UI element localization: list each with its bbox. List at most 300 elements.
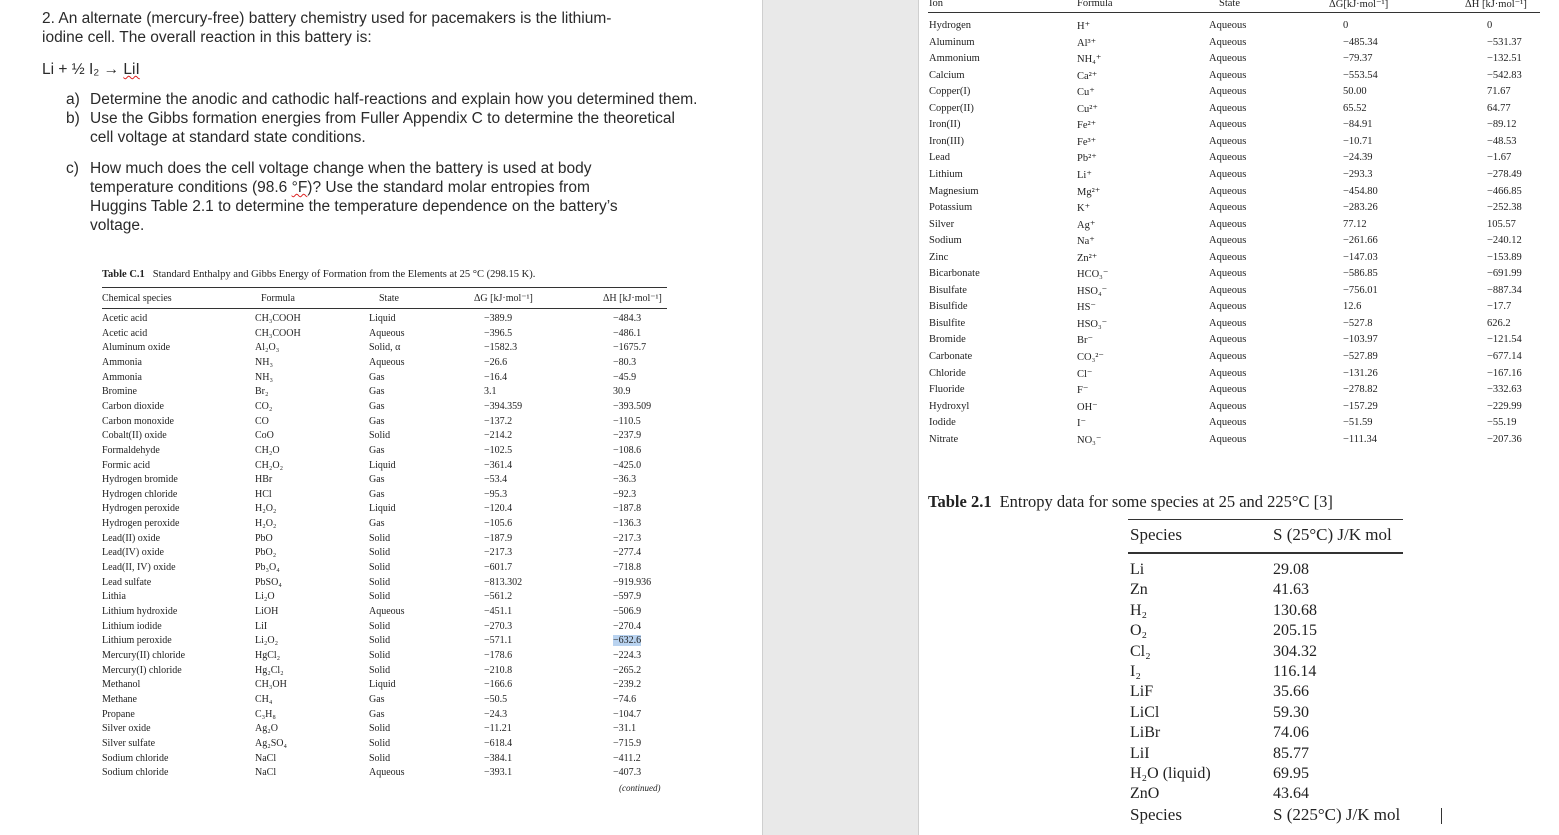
table-21-cell-value: 41.63 [1273,581,1309,599]
table-c1-cell-state: Solid [369,635,391,647]
ion-table-cell-ion: Potassium [929,202,973,214]
ion-table-cell-dg: −527.8 [1343,317,1373,329]
ion-table-cell-ion: Bisulfite [929,317,966,329]
ion-table-cell-formula: HSO₄⁻ [1077,285,1108,297]
ion-table-cell-state: Aqueous [1209,251,1247,263]
table-c1-cell-dh: −74.6 [613,693,637,705]
ion-table-cell-state: Aqueous [1209,417,1247,429]
table-c1-cell-species: Silver sulfate [102,737,156,749]
table-21-cell-value: 74.06 [1273,724,1309,742]
table-c1-cell-dg: −217.3 [484,547,513,559]
table-c1-header-rule [102,308,667,309]
table-c1-cell-formula: CH₃OH [255,679,287,691]
table-c1-cell-state: Solid [369,576,391,588]
question-line-2: iodine cell. The overall reaction in this battery is: [42,29,372,46]
part-c-line-2-post: )? Use the standard molar entropies from [307,179,590,196]
ion-table-cell-dg: −261.66 [1343,235,1378,247]
table-c1-cell-dg: −16.4 [484,371,508,383]
right-document-page [919,0,1559,835]
table-c1-cell-dg: −601.7 [484,562,513,574]
ion-table-cell-dh: −1.67 [1487,152,1512,164]
table-c1-cell-species: Methane [102,693,137,705]
table-c1-cell-formula: Pb₃O₄ [255,562,280,574]
table-c1-cell-state: Gas [369,400,385,412]
table-21-cell-value: 304.32 [1273,642,1317,660]
table-c1-cell-species: Hydrogen peroxide [102,503,180,515]
ion-table-cell-ion: Ammonium [929,53,980,65]
table-c1-cell-state: Solid [369,723,391,735]
table-c1-cell-formula: CO₂ [255,400,273,412]
table-c1-cell-dh: 30.9 [613,386,631,398]
table-c1-cell-formula: NH₃ [255,356,273,368]
ion-table-cell-state: Aqueous [1209,36,1247,48]
table-21-header-rule [1128,552,1403,554]
table-c1-cell-dg: −26.6 [484,356,508,368]
table-c1-cell-species: Mercury(II) chloride [102,649,186,661]
table-c1-cell-species: Bromine [102,386,137,398]
table-c1-cell-species: Lead sulfate [102,576,152,588]
table-c1-cell-formula: CoO [255,430,274,442]
table-c1-cell-species: Carbon dioxide [102,400,164,412]
table-c1-cell-dg: −571.1 [484,635,513,647]
ion-table-cell-ion: Iodide [929,417,956,429]
ion-table-cell-dh: 105.57 [1487,218,1516,230]
ion-table-cell-dh: 71.67 [1487,86,1511,98]
ion-table-cell-formula: H⁺ [1077,21,1091,32]
table-c1-cell-state: Aqueous [369,327,405,339]
ion-table-cell-ion: Nitrate [929,433,959,445]
table-21-cell-species: LiI [1130,744,1150,762]
table-21-cell-value: 205.15 [1273,622,1317,640]
table-c1-cell-dg: −137.2 [484,415,513,427]
table-c1-cell-species: Carbon monoxide [102,415,174,427]
ion-table-cell-state: Aqueous [1209,400,1247,412]
table-c1-cell-state: Aqueous [369,606,405,617]
table-21-cell-species: O₂ [1130,622,1148,640]
ion-table-cell-dh: −240.12 [1487,235,1522,247]
ion-table-cell-state: Aqueous [1209,284,1247,296]
ion-table-cell-ion: Fluoride [929,384,965,396]
table-c1-cell-dg: −361.4 [484,459,513,471]
table-c1-cell-formula: HCl [255,488,272,500]
table-c1-cell-dh: −36.3 [613,474,637,486]
ion-table-cell-dh: −542.83 [1487,69,1522,81]
table-c1-cell-formula: LiOH [255,606,279,617]
ion-table-cell-state: Aqueous [1209,86,1247,98]
table-21-cell-species: LiCl [1130,703,1160,721]
reaction-prefix: Li + ½ I₂ → [42,61,124,78]
ion-table-cell-state: Aqueous [1209,53,1247,65]
ion-table-cell-state: Aqueous [1209,202,1247,214]
table-c1-cell-dg: 3.1 [484,386,497,398]
ion-table-cell-state: Aqueous [1209,367,1247,379]
table-21-cell-species: LiF [1130,683,1154,701]
table-c1-cell-dh: −31.1 [613,723,637,735]
table-c1-cell-formula: NH₃ [255,371,273,383]
table-c1-cell-state: Solid [369,591,391,603]
table-c1-cell-dg: −389.9 [484,313,513,324]
table-c1-caption-label: Table C.1 [102,269,145,280]
table-c1-cell-state: Gas [369,444,385,456]
ion-table-header-rule [928,12,1540,13]
ion-table-cell-ion: Copper(I) [929,86,971,98]
table-c1-cell-dg: −53.4 [484,474,508,486]
part-c-line-3: Huggins Table 2.1 to determine the temperature dependence on the battery’s [90,198,618,215]
table-c1-cell-dg: −618.4 [484,737,513,749]
table-c1-cell-dh: −239.2 [613,679,642,691]
table-c1-cell-dh: −425.0 [613,459,642,471]
table-c1-cell-formula: C₃H₈ [255,708,276,720]
ion-table-cell-dg: −278.82 [1343,384,1378,396]
ion-table-cell-formula: F⁻ [1077,385,1089,397]
ion-table-cell-state: Aqueous [1209,102,1247,114]
table-c1-cell-state: Solid [369,620,391,632]
table-c1-cell-state: Aqueous [369,356,405,368]
part-a-text: Determine the anodic and cathodic half-reactions and explain how you determined them. [90,91,698,108]
ion-table-cell-dh: 64.77 [1487,102,1511,114]
table-c1-cell-dh: −187.8 [613,503,642,515]
table-c1-cell-species: Hydrogen chloride [102,488,178,500]
table-c1-cell-dg: −178.6 [484,649,513,661]
table-c1-cell-state: Gas [369,518,385,530]
part-b-line-2: cell voltage at standard state conditions. [90,129,366,146]
ion-table-cell-ion: Bisulfate [929,284,967,296]
part-c-label: c) [66,160,79,177]
ion-table-cell-state: Aqueous [1209,218,1247,230]
table-c1-cell-dh: −104.7 [613,708,642,720]
table-c1-cell-formula: H₂O₂ [255,503,277,515]
table-c1-cell-dh: −80.3 [613,356,637,368]
table-c1-cell-species: Lithium peroxide [102,635,172,647]
table-c1-cell-formula: NaCl [255,752,277,764]
table-c1-cell-species: Lithium iodide [102,620,162,632]
table-21-cell-species: H₂O (liquid) [1130,765,1211,782]
table-c1-cell-dh: −92.3 [613,488,637,500]
table-c1-cell-state: Liquid [369,503,396,515]
table-c1-cell-state: Solid [369,547,391,559]
ion-table-cell-ion: Lead [929,152,950,164]
part-a [66,90,706,109]
table-c1-cell-species: Ammonia [102,356,142,368]
table-c1-cell-species: Mercury(I) chloride [102,664,182,676]
page-gutter [762,0,919,835]
table-c1-cell-state: Solid [369,649,391,661]
table-21-cell-value: 35.66 [1273,683,1309,701]
ion-table-cell-dg: −84.91 [1343,119,1373,131]
table-c1-cell-dh: −217.3 [613,532,642,544]
left-document-page [0,0,762,835]
ion-table-cell-dh: −332.63 [1487,384,1522,396]
ion-table-cell-dg: −103.97 [1343,334,1378,346]
table-c1-cell-dh: −1675.7 [613,342,647,354]
ion-table-cell-ion: Chloride [929,367,966,379]
ion-table-cell-dh: −229.99 [1487,400,1522,412]
table-c1-cell-state: Liquid [369,459,396,471]
ion-table-cell-formula: Mg²⁺ [1077,186,1101,198]
table-c1-cell-dg: −396.5 [484,327,513,339]
table-c1-cell-species: Formaldehyde [102,444,160,456]
ion-table-cell-dg: −283.26 [1343,202,1378,214]
table-21-cell-species: Zn [1130,581,1148,599]
ion-table-cell-dg: 77.12 [1343,218,1367,230]
ion-table-cell-state: Aqueous [1209,185,1247,197]
table-c1-cell-formula: Li₂O [255,591,275,603]
table-c1-cell-dh: −45.9 [613,371,637,383]
table-c1-cell-state: Solid [369,752,391,764]
table-c1-cell-dh: −277.4 [613,547,642,559]
table-c1-cell-dg: −120.4 [484,503,513,515]
table-c1-cell-dh: −110.5 [613,415,641,427]
table-21-cell-species: ZnO [1130,785,1160,803]
ion-table-cell-state: Aqueous [1209,433,1247,445]
table-c1-cell-state: Solid, α [369,342,401,354]
table-c1-cell-species: Acetic acid [102,313,148,324]
table-c1-cell-dg: −187.9 [484,532,513,544]
table-c1-cell-formula: CO [255,415,269,427]
table-c1-cell-species: Lead(II) oxide [102,532,161,544]
table-21-cell-value: 69.95 [1273,765,1309,782]
table-c1-cell-dg: −105.6 [484,518,513,530]
ion-table-cell-formula: Cl⁻ [1077,368,1093,380]
table-c1-continued: (continued) [619,783,661,793]
ion-table-cell-dh: −278.49 [1487,168,1522,180]
table-c1-cell-species: Ammonia [102,371,142,383]
ion-table-cell-formula: HCO₃⁻ [1077,269,1109,281]
ion-table-cell-dg: −756.01 [1343,284,1378,296]
ion-table-cell-dh: −153.89 [1487,251,1522,263]
ion-table-cell-formula: HSO₃⁻ [1077,318,1108,330]
part-b [66,109,706,147]
table-c1-cell-formula: PbO [255,532,273,544]
table-21-cell-value: 59.30 [1273,703,1309,721]
ion-table-cell-dg: −51.59 [1343,417,1373,429]
ion-table-cell-formula: Cu²⁺ [1077,103,1098,115]
table-21-cell-value: 85.77 [1273,744,1309,762]
table-c1-cell-formula: Br₂ [255,386,269,398]
ion-table-cell-ion: Hydroxyl [929,400,970,412]
ion-table-cell-dg: −111.34 [1343,433,1378,445]
ion-table-cell-ion: Iron(II) [929,119,961,131]
table-c1-cell-dh: −265.2 [613,664,642,676]
ion-table-cell-ion: Lithium [929,168,963,180]
table-c1-cell-formula: NaCl [255,767,277,779]
table-c1-cell-species: Lithium hydroxide [102,606,178,617]
ion-header-formula: Formula [1077,0,1113,9]
table-c1-cell-species: Hydrogen peroxide [102,518,180,530]
ion-table-cell-dg: 50.00 [1343,86,1367,98]
ion-table-cell-ion: Silver [929,218,955,230]
ion-table-cell-ion: Aluminum [929,36,975,48]
table-c1-cell-dg: −270.3 [484,620,513,632]
table-c1-cell-formula: Hg₂Cl₂ [255,664,284,676]
ion-table-cell-state: Aqueous [1209,268,1247,280]
ion-table-cell-ion: Zinc [929,251,949,263]
ion-table-cell-formula: Fe³⁺ [1077,136,1097,148]
table-c1-cell-species: Acetic acid [102,327,148,339]
table-c1-cell-species: Formic acid [102,459,151,471]
table-c1-cell-formula: PbO₂ [255,547,277,559]
table-c1-cell-formula: CH₂O [255,444,280,456]
table-c1-cell-dh: −136.3 [613,518,642,530]
table-c1-cell-formula: CH₂O₂ [255,459,284,471]
table-21-footer-species: Species [1130,805,1182,824]
table-c1-cell-formula: H₂O₂ [255,518,277,530]
ion-table-cell-ion: Bicarbonate [929,268,980,280]
ion-table-cell-ion: Bisulfide [929,301,968,313]
table-21-cell-value: 29.08 [1273,561,1309,578]
ion-header-state: State [1219,0,1240,9]
ion-table-cell-dh: −466.85 [1487,185,1522,197]
table-21-caption-label: Table 2.1 [928,492,992,511]
ion-table-cell-formula: Na⁺ [1077,236,1095,248]
table-c1-cell-species: Silver oxide [102,723,151,735]
ion-table-cell-state: Aqueous [1209,152,1247,164]
table-21-footer-s225: S (225°C) J/K mol [1273,805,1401,824]
table-c1-cell-state: Solid [369,737,391,749]
ion-table-cell-formula: Al³⁺ [1077,37,1097,49]
table-c1-cell-dg: −384.1 [484,752,513,764]
ion-table-cell-ion: Hydrogen [929,20,971,31]
table-c1-cell-dh: −486.1 [613,327,642,339]
table-c1-top-rule [102,287,667,288]
table-c1-cell-formula: Al₂O₃ [255,342,280,354]
table-c1-cell-dh: −919.936 [613,576,652,588]
table-c1-cell-species: Lead(II, IV) oxide [102,562,176,574]
table-c1-cell-state: Gas [369,415,385,427]
ion-table-cell-dh: −207.36 [1487,433,1522,445]
table-c1-cell-dg: −451.1 [484,606,513,617]
table-c1-cell-dg: −24.3 [484,708,508,720]
ion-table-cell-dh: −17.7 [1487,301,1512,313]
table-21-cell-species: LiBr [1130,724,1161,742]
table-c1-cell-dh: −393.509 [613,400,652,412]
ion-table-cell-dg: −586.85 [1343,268,1378,280]
ion-table-cell-dg: −147.03 [1343,251,1378,263]
table-c1-cell-species: Hydrogen bromide [102,474,178,486]
ion-table-cell-formula: HS⁻ [1077,302,1096,314]
ion-table-cell-formula: Ag⁺ [1077,219,1096,231]
part-c-unit: °F [291,179,308,196]
table-21-header-species: Species [1130,525,1182,544]
table-c1-cell-dh: −597.9 [613,591,642,603]
ion-table-cell-state: Aqueous [1209,69,1247,81]
text-cursor [1441,808,1442,824]
ion-table-cell-dg: −553.54 [1343,69,1378,81]
ion-table-cell-dh: −121.54 [1487,334,1522,346]
ion-table-cell-dg: −527.89 [1343,351,1378,362]
table-c1-cell-formula: Ag₂O [255,723,278,735]
ion-table-cell-formula: Br⁻ [1077,335,1094,347]
table-c1-cell-species: Cobalt(II) oxide [102,430,167,442]
ion-table-cell-state: Aqueous [1209,351,1247,362]
ion-table-cell-state: Aqueous [1209,317,1247,329]
table-c1-cell-formula: Li₂O₂ [255,635,279,647]
ion-table-cell-dg: −79.37 [1343,53,1373,65]
table-c1-header-state: State [379,293,399,304]
ion-table-cell-dh: −252.38 [1487,202,1522,214]
table-c1-cell-state: Gas [369,474,385,486]
ion-table-cell-dg: −485.34 [1343,36,1378,48]
table-c1-cell-dg: −95.3 [484,488,508,500]
table-c1-cell-dh: −407.3 [613,767,642,779]
ion-table-cell-dg: −10.71 [1343,135,1373,147]
table-21-caption-text: Entropy data for some species at 25 and 225°C [3] [999,492,1333,511]
ion-table-cell-formula: NO₃⁻ [1077,434,1102,446]
part-c [66,159,706,235]
table-c1-header-dg: ΔG [kJ·mol⁻¹] [474,293,533,304]
table-c1-cell-dh: −506.9 [613,606,642,617]
ion-table-cell-dg: −157.29 [1343,400,1378,412]
table-c1-cell-formula: CH₃COOH [255,327,301,339]
table-c1-cell-formula: HgCl₂ [255,649,281,661]
table-c1-cell-state: Solid [369,532,391,544]
table-c1-cell-state: Liquid [369,313,396,324]
table-c1-cell-dg: −1582.3 [484,342,518,354]
table-c1-caption-text: Standard Enthalpy and Gibbs Energy of Formation from the Elements at 25 °C (298.15 K). [152,269,536,280]
table-c1-cell-dh: −224.3 [613,649,642,661]
ion-table-cell-state: Aqueous [1209,334,1247,346]
ion-table-cell-formula: I⁻ [1077,418,1087,430]
ion-table-cell-formula: Pb²⁺ [1077,153,1097,165]
table-c1-cell-species: Propane [102,708,135,720]
table-c1-cell-dh: −411.2 [613,752,641,764]
ion-table-cell-dh: −55.19 [1487,417,1517,429]
table-21-caption [928,492,1333,512]
ion-table-cell-state: Aqueous [1209,168,1247,180]
ion-table-cell-dg: −131.26 [1343,367,1378,379]
ion-table-cell-state: Aqueous [1209,20,1247,31]
table-c1-cell-dh: −718.8 [613,562,642,574]
table-21-cell-value: 43.64 [1273,785,1309,803]
table-c1-cell-state: Gas [369,708,385,720]
table-c1-cell-state: Gas [369,693,385,705]
ion-table-cell-state: Aqueous [1209,384,1247,396]
table-c1-cell-dh: −237.9 [613,430,642,442]
ion-table-cell-dg: −293.3 [1343,168,1373,180]
table-c1-header-species: Chemical species [102,293,172,304]
ion-table-cell-dh: −691.99 [1487,268,1522,280]
ion-table-cell-state: Aqueous [1209,119,1247,131]
ion-header-dh: ΔH [kJ·mol⁻¹] [1465,0,1527,10]
table-21-cell-value: 116.14 [1273,663,1317,680]
table-c1-cell-dg: −394.359 [484,400,523,412]
table-c1-cell-dg: −393.1 [484,767,513,779]
table-c1-cell-species: Methanol [102,679,141,691]
ion-table-cell-ion: Iron(III) [929,135,964,147]
ion-table-cell-ion: Carbonate [929,351,973,362]
table-c1-caption [102,269,535,280]
ion-table-cell-formula: K⁺ [1077,203,1091,215]
part-b-line-1: Use the Gibbs formation energies from Fuller Appendix C to determine the theoretical [90,110,675,127]
ion-table-cell-dg: −24.39 [1343,152,1373,164]
ion-table-cell-dh: −887.34 [1487,284,1522,296]
table-c1-cell-formula: PbSO₄ [255,576,282,588]
ion-table-cell-dh: 0 [1487,20,1493,31]
ion-table-cell-ion: Sodium [929,235,962,247]
table-c1-header-dh: ΔH [kJ·mol⁻¹] [603,293,662,304]
reaction-equation [42,60,140,79]
ion-table-cell-formula: OH⁻ [1077,401,1098,413]
table-c1-cell-formula: Ag₂SO₄ [255,737,287,749]
table-c1-cell-species: Sodium chloride [102,752,169,764]
table-21-cell-species: H₂ [1130,601,1148,619]
table-c1-cell-state: Solid [369,430,391,442]
ion-table-cell-dh: 626.2 [1487,317,1511,329]
table-c1-cell-dh: −108.6 [613,444,642,456]
ion-header-dg: ΔG[kJ·mol⁻¹] [1329,0,1389,10]
part-c-line-2 [90,178,590,197]
ion-table-cell-dh: −531.37 [1487,36,1522,48]
